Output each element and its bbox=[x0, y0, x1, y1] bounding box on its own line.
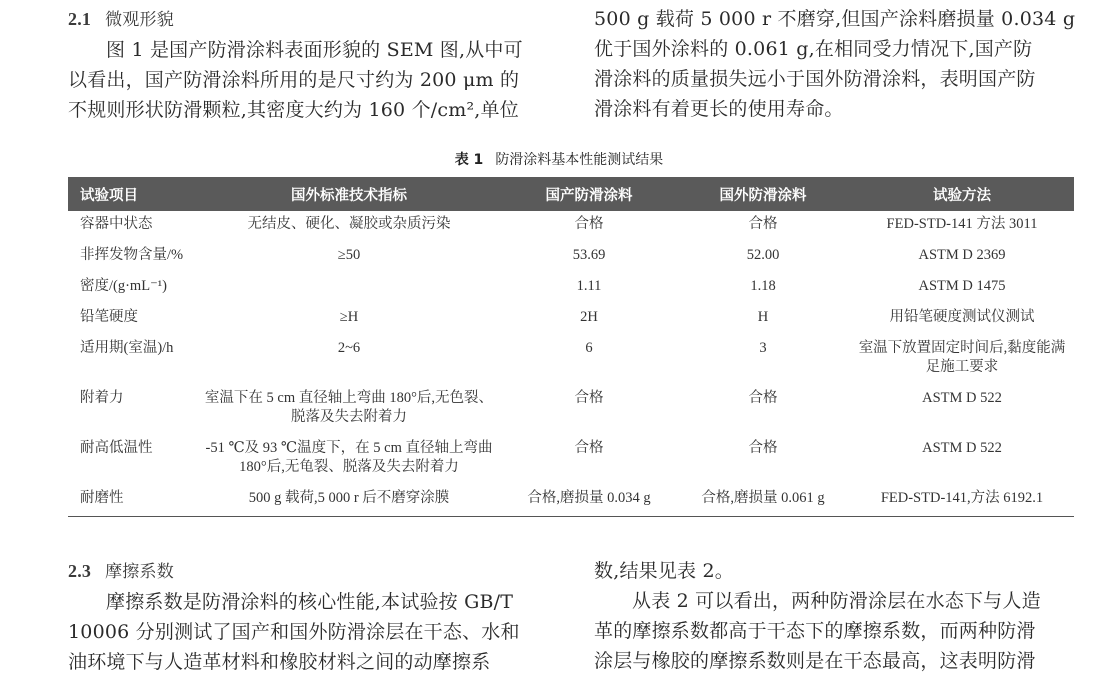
cell-item: 适用期(室温)/h bbox=[80, 340, 174, 356]
cell-foreign: H bbox=[757, 309, 769, 325]
paragraph-line: 油环境下与人造革材料和橡胶材料之间的动摩擦系 bbox=[68, 651, 491, 673]
cell-domestic: 合格 bbox=[574, 440, 604, 456]
cell-method: 室温下放置固定时间后,黏度能满足施工要求 bbox=[858, 340, 1066, 375]
header-test-method: 试验方法 bbox=[850, 177, 1074, 211]
cell-item: 铅笔硬度 bbox=[80, 309, 138, 325]
table-row bbox=[68, 242, 1074, 273]
section-2-1 bbox=[68, 4, 568, 125]
table-row bbox=[68, 273, 1074, 304]
section-title: 摩擦系数 bbox=[105, 562, 174, 582]
table-header-row bbox=[68, 177, 1074, 211]
table-row bbox=[68, 485, 1074, 516]
paragraph-line: 涂层与橡胶的摩擦系数则是在干态最高，这表明防滑 bbox=[594, 650, 1036, 672]
paragraph-line: 优于国外涂料的 0.061 g,在相同受力情况下,国产防 bbox=[594, 38, 1033, 60]
cell-standard bbox=[196, 273, 502, 304]
cell-method: ASTM D 522 bbox=[922, 390, 1002, 406]
cell-item: 非挥发物含量/% bbox=[80, 247, 184, 263]
section-heading bbox=[68, 556, 568, 587]
section-number: 2.1 bbox=[68, 9, 92, 29]
paragraph-line: 滑涂料有着更长的使用寿命。 bbox=[594, 98, 844, 120]
cell-item: 容器中状态 bbox=[80, 216, 153, 232]
paragraph-line: 革的摩擦系数都高于干态下的摩擦系数，而两种防滑 bbox=[594, 620, 1036, 642]
header-foreign-coating: 国外防滑涂料 bbox=[676, 177, 850, 211]
cell-foreign: 3 bbox=[759, 340, 767, 356]
right-column-bottom bbox=[594, 556, 1084, 676]
cell-foreign: 合格 bbox=[748, 390, 778, 406]
cell-method: ASTM D 2369 bbox=[918, 247, 1006, 263]
section-2-3 bbox=[68, 556, 568, 677]
cell-standard: 室温下在 5 cm 直径轴上弯曲 180°后,无色裂、脱落及失去附着力 bbox=[204, 390, 494, 425]
paragraph-line: 以看出，国产防滑涂料所用的是尺寸约为 200 μm 的 bbox=[68, 69, 520, 91]
cell-domestic: 53.69 bbox=[572, 247, 606, 263]
cell-foreign: 合格 bbox=[748, 440, 778, 456]
cell-domestic: 2H bbox=[580, 309, 598, 325]
cell-foreign: 合格 bbox=[748, 216, 778, 232]
performance-table bbox=[68, 177, 1074, 517]
right-column-top bbox=[594, 4, 1084, 124]
cell-domestic: 合格 bbox=[574, 390, 604, 406]
header-domestic-coating: 国产防滑涂料 bbox=[502, 177, 676, 211]
cell-item: 耐磨性 bbox=[68, 485, 196, 516]
cell-method: 用铅笔硬度测试仪测试 bbox=[889, 309, 1035, 325]
cell-method: FED-STD-141,方法 6192.1 bbox=[850, 485, 1074, 516]
cell-standard: 无结皮、硬化、凝胶或杂质污染 bbox=[247, 216, 451, 232]
cell-domestic: 1.11 bbox=[576, 278, 602, 294]
cell-standard: 2~6 bbox=[337, 340, 361, 356]
cell-domestic: 6 bbox=[585, 340, 593, 356]
table-row bbox=[68, 335, 1074, 385]
paragraph-line: 图 1 是国产防滑涂料表面形貌的 SEM 图,从中可 bbox=[106, 39, 523, 61]
paragraph-line: 不规则形状防滑颗粒,其密度大约为 160 个/cm²,单位 bbox=[68, 99, 519, 121]
cell-item: 密度/(g·mL⁻¹) bbox=[80, 278, 167, 294]
cell-item: 耐高低温性 bbox=[80, 440, 153, 456]
table-title: 防滑涂料基本性能测试结果 bbox=[495, 152, 664, 168]
cell-foreign: 1.18 bbox=[750, 278, 776, 294]
paragraph-line: 摩擦系数是防滑涂料的核心性能,本试验按 GB/T bbox=[106, 591, 514, 613]
paragraph-line: 滑涂料的质量损失远小于国外防滑涂料，表明国产防 bbox=[594, 68, 1036, 90]
section-heading bbox=[68, 4, 568, 35]
header-test-item: 试验项目 bbox=[68, 177, 196, 211]
table-row bbox=[68, 435, 1074, 485]
cell-domestic: 合格 bbox=[574, 216, 604, 232]
cell-foreign: 合格,磨损量 0.061 g bbox=[676, 485, 850, 516]
cell-standard: -51 ℃及 93 ℃温度下，在 5 cm 直径轴上弯曲 180°后,无龟裂、脱落及失去附着力 bbox=[205, 440, 493, 475]
cell-method: ASTM D 522 bbox=[922, 440, 1002, 456]
cell-method: ASTM D 1475 bbox=[918, 278, 1006, 294]
table-caption bbox=[0, 149, 1118, 169]
section-number: 2.3 bbox=[68, 561, 92, 581]
table-row bbox=[68, 211, 1074, 242]
table-row bbox=[68, 385, 1074, 435]
paragraph-line: 数,结果见表 2。 bbox=[594, 560, 734, 582]
cell-standard: ≥H bbox=[339, 309, 359, 325]
cell-item: 附着力 bbox=[80, 390, 124, 406]
paragraph-line: 10006 分别测试了国产和国外防滑涂层在干态、水和 bbox=[68, 621, 520, 643]
table-number: 表 1 bbox=[454, 152, 484, 168]
cell-foreign: 52.00 bbox=[746, 247, 780, 263]
cell-domestic: 合格,磨损量 0.034 g bbox=[502, 485, 676, 516]
header-foreign-standard: 国外标准技术指标 bbox=[196, 177, 502, 211]
section-title: 微观形貌 bbox=[105, 10, 174, 30]
paragraph-line: 500 g 载荷 5 000 r 不磨穿,但国产涂料磨损量 0.034 g bbox=[594, 8, 1076, 30]
table-row bbox=[68, 304, 1074, 335]
cell-method: FED-STD-141 方法 3011 bbox=[886, 216, 1038, 232]
cell-standard: 500 g 载荷,5 000 r 后不磨穿涂膜 bbox=[196, 485, 502, 516]
cell-standard: ≥50 bbox=[337, 247, 361, 263]
paragraph-line: 从表 2 可以看出，两种防滑涂层在水态下与人造 bbox=[632, 590, 1041, 612]
